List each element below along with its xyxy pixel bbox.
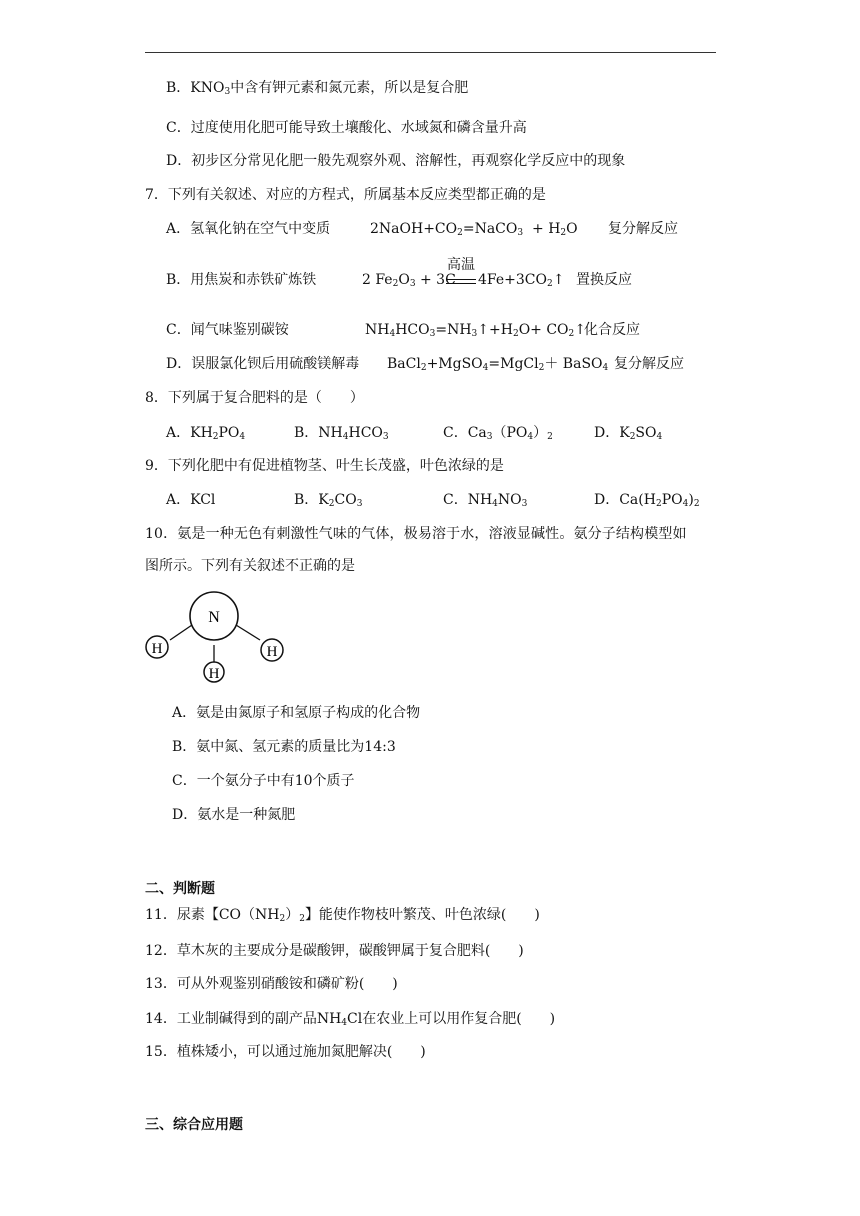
ammonia-molecule-model [140, 590, 300, 690]
q7-b-equals-sign [446, 279, 476, 284]
q7-b-type: 置换反应 [576, 272, 632, 288]
q9-stem: 9．下列化肥中有促进植物茎、叶生长茂盛，叶色浓绿的是 [145, 458, 504, 474]
hydrogen-atom-right-label: H [266, 644, 278, 660]
q7-b-equation-right: $4Fe+3CO_2↑$ [478, 272, 565, 289]
q7-b-condition: 高温 [447, 257, 475, 273]
q7-d-type: 复分解反应 [614, 356, 684, 372]
q12: 12．草木灰的主要成分是碳酸钾，碳酸钾属于复合肥料( ) [145, 943, 524, 959]
q6-option-c: C．过度使用化肥可能导致土壤酸化、水域氮和磷含量升高 [166, 120, 527, 136]
section-title-judgement: 二、判断题 [145, 881, 215, 897]
q9-option-b: B．$K_2CO_3$ [294, 492, 363, 509]
q7-a-equation: $2NaOH+CO_2=NaCO_3 + H_2O$ [370, 221, 578, 238]
q6-option-d: D．初步区分常见化肥一般先观察外观、溶解性，再观察化学反应中的现象 [166, 153, 626, 169]
q7-stem: 7．下列有关叙述、对应的方程式，所属基本反应类型都正确的是 [145, 187, 546, 203]
q9-option-c: C．$NH_4NO_3$ [443, 492, 528, 509]
q8-option-d: D．$K_2SO_4$ [594, 425, 663, 442]
q10-stem-line2: 图所示。下列有关叙述不正确的是 [145, 558, 355, 574]
q8-option-b: B．$NH_4HCO_3$ [294, 425, 389, 442]
q14: 14．工业制碱得到的副产品$NH_4Cl$在农业上可以用作复合肥( ) [145, 1011, 556, 1028]
q7-c-type: 化合反应 [584, 322, 640, 338]
q13: 13．可从外观鉴别硝酸铵和磷矿粉( ) [145, 976, 398, 992]
q7-b-equation-left: 2 $Fe_2O_3 + 3C$ [362, 272, 456, 289]
q6-option-b: B．$KNO_3$中含有钾元素和氮元素，所以是复合肥 [166, 80, 469, 97]
q10-option-a: A．氨是由氮原子和氢原子构成的化合物 [172, 705, 421, 721]
q8-option-c: C．$Ca_3(PO_4)_2$ [443, 425, 553, 442]
q15: 15．植株矮小，可以通过施加氮肥解决( ) [145, 1044, 426, 1060]
q7-a-desc: A．氢氧化钠在空气中变质 [166, 221, 331, 237]
nitrogen-atom-label: N [208, 609, 220, 626]
q8-stem: 8．下列属于复合肥料的是（ ） [145, 390, 364, 406]
q9-option-a: A．KCl [166, 492, 216, 508]
q7-c-equation: $NH_4HCO_3=NH_3↑+H_2O+$ $CO_2↑$ [365, 322, 587, 339]
q10-option-c: C．一个氨分子中有10个质子 [172, 773, 355, 789]
q10-stem-line1: 10．氨是一种无色有刺激性气味的气体，极易溶于水，溶液显碱性。氨分子结构模型如 [145, 526, 687, 542]
section-title-comprehensive: 三、综合应用题 [145, 1117, 243, 1133]
q10-option-d: D．氨水是一种氮肥 [172, 807, 296, 823]
q7-b-desc: B．用焦炭和赤铁矿炼铁 [166, 272, 317, 288]
q7-d-equation: BaCl$_2$+MgSO$_4$=MgCl$_2$＋ BaSO$_4$ [387, 356, 609, 373]
hydrogen-atom-left-label: H [151, 641, 163, 657]
hydrogen-atom-bottom-label: H [208, 666, 220, 682]
q7-d-desc: D．误服氯化钡后用硫酸镁解毒 [166, 356, 360, 372]
q10-option-b: B．氨中氮、氢元素的质量比为14:3 [172, 739, 396, 755]
header-rule [145, 52, 716, 53]
q11: 11．尿素【$CO(NH_2)_2$】能使作物枝叶繁茂、叶色浓绿( ) [145, 907, 540, 924]
q8-option-a: A．$KH_2PO_4$ [166, 425, 246, 442]
q7-a-type: 复分解反应 [608, 221, 678, 237]
q7-c-desc: C．闻气味鉴别碳铵 [166, 322, 289, 338]
q9-option-d: D．$Ca(H_2PO_4)_2$ [594, 492, 700, 509]
